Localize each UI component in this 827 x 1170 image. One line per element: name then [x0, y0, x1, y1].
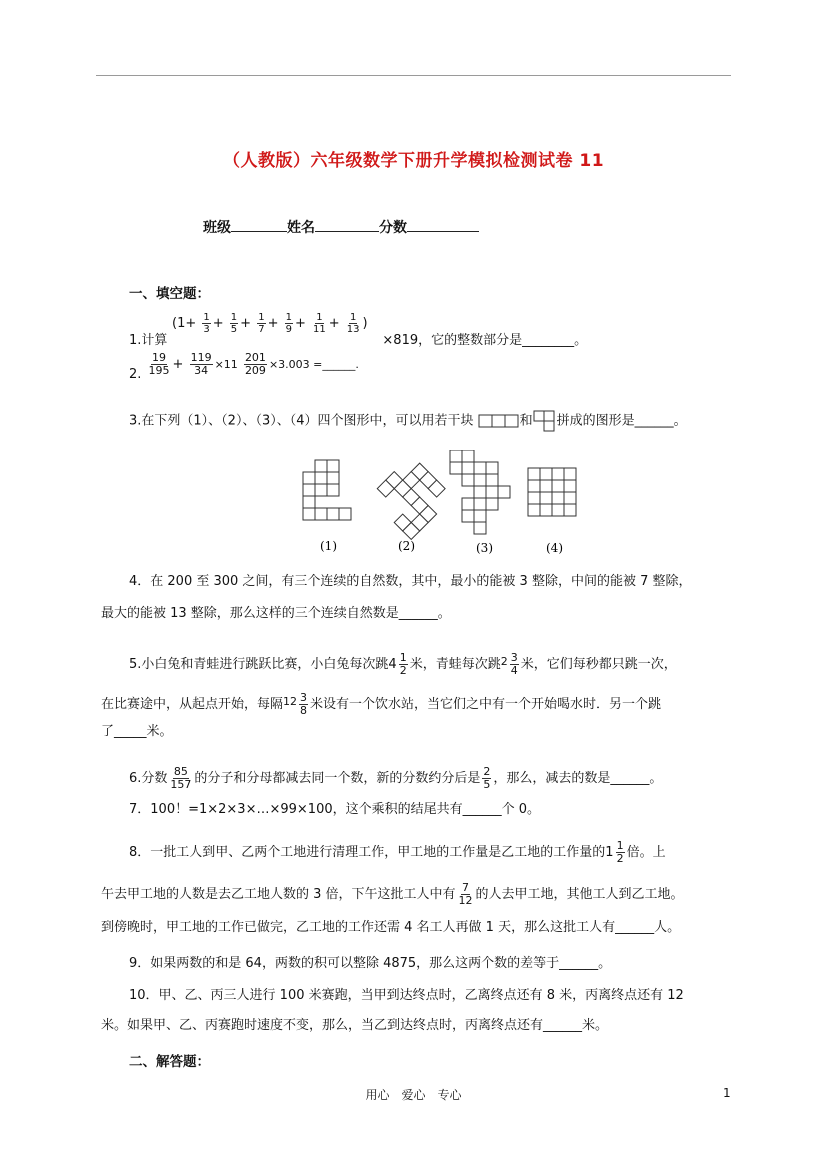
question-4-line-1: 4．在 200 至 300 之间，有三个连续的自然数，其中，最小的能被 3 整除，中间的能被 7 整除， — [129, 574, 692, 589]
fraction: $\frac{3}{4}$ — [510, 651, 518, 677]
fraction: $\frac{1}{9}$ — [285, 312, 292, 335]
q3-figures — [290, 450, 590, 560]
fraction: $\frac{1}{2}$ — [399, 651, 407, 677]
figure-3-shape — [450, 450, 510, 534]
question-2: 2. $\frac{19}{195}$ + $\frac{119}{34}$ ×11 $\frac{201}{209}$ ×3.003 =______. — [129, 351, 359, 382]
fraction: $\frac{1}{3}$ — [203, 312, 210, 335]
figure-1-shape — [303, 460, 351, 520]
q1-expression: (1+ $\frac{1}{3}$ + $\frac{1}{5}$ + $\frac{1}{7}$ + $\frac{1}{9}$ + $\frac{1}{11}$ + $\frac{1}{13}$ ) — [172, 312, 368, 335]
name-label: 姓名 — [287, 220, 315, 236]
question-5-line-2: 在比赛途中，从起点开始，每隔$^{12}$ $\frac{3}{8}$ 米设有一个饮水站，当它们之中有一个开始喝水时．另一个跳 — [101, 691, 662, 717]
section-solve-heading: 二、解答题： — [129, 1054, 210, 1070]
fraction: $\frac{85}{157}$ — [170, 765, 192, 791]
fraction: $\frac{19}{195}$ — [148, 351, 170, 377]
name-blank — [315, 221, 379, 232]
student-info-line — [203, 217, 479, 237]
question-10-line-2: 米。如果甲、乙、丙赛跑时速度不变，那么，当乙到达终点时，丙离终点还有______米。 — [101, 1018, 609, 1033]
fraction: $\frac{2}{5}$ — [483, 765, 491, 791]
question-5-line-1: 5.小白兔和青蛙进行跳跃比赛，小白兔每次跳4 $\frac{1}{2}$ 米，青蛙每次跳$^2$ $\frac{3}{4}$ 米，它们每秒都只跳一次， — [129, 651, 677, 677]
question-8-line-3: 到傍晚时，甲工地的工作已做完，乙工地的工作还需 4 名工人再做 1 天，那么这批工人有______人。 — [101, 920, 681, 935]
fraction: $\frac{201}{209}$ — [244, 351, 266, 377]
fraction: $\frac{1}{5}$ — [230, 312, 238, 335]
score-label: 分数 — [379, 220, 407, 236]
page-footer: 用心 爱心 专心 — [365, 1088, 462, 1102]
fraction: $\frac{7}{12}$ — [458, 881, 473, 907]
question-6: 6.分数 $\frac{85}{157}$ 的分子和分母都减去同一个数，新的分数约分后是 $\frac{2}{5}$ ，那么，减去的数是______。 — [129, 765, 663, 791]
score-blank — [407, 221, 479, 232]
l-tile-icon — [533, 410, 557, 432]
question-9: 9．如果两数的和是 64，两数的积可以整除 4875，那么这两个数的差等于______。 — [129, 956, 612, 971]
question-8-line-2: 午去甲工地的人数是去乙工地人数的 3 倍，下午这批工人中有 $\frac{7}{12}$ 的人去甲工地，其他工人到乙工地。 — [101, 881, 684, 907]
question-4-line-2: 最大的能被 13 整除，那么这样的三个连续自然数是______。 — [101, 606, 451, 621]
question-8-line-1: 8．一批工人到甲、乙两个工地进行清理工作，甲工地的工作量是乙工地的工作量的1 $\frac{1}{2}$ 倍。上 — [129, 839, 666, 865]
page-title: （人教版）六年级数学下册升学模拟检测试卷 11 — [222, 151, 605, 171]
fraction: $\frac{1}{2}$ — [616, 839, 624, 865]
fraction: $\frac{3}{8}$ — [300, 691, 308, 717]
fraction: $\frac{119}{34}$ — [190, 351, 212, 377]
section-fill-blank-heading: 一、填空题： — [129, 286, 210, 302]
domino-tile-icon — [478, 414, 520, 428]
figure-2-label: (2) — [398, 539, 415, 553]
question-5-line-3: 了_____米。 — [101, 724, 173, 739]
fraction: $\frac{1}{13}$ — [346, 312, 360, 335]
question-7: 7．100！=1×2×3×…×99×100，这个乘积的结尾共有______个 0。 — [129, 802, 541, 817]
figure-4-label: (4) — [546, 541, 563, 555]
figure-2-shape — [369, 455, 454, 540]
header-rule — [96, 75, 731, 76]
fraction: $\frac{1}{7}$ — [258, 312, 265, 335]
fraction: $\frac{1}{11}$ — [313, 312, 326, 335]
figure-1-label: (1) — [320, 539, 337, 553]
page-number: 1 — [723, 1086, 731, 1100]
question-3: 3.在下列（1）、（2）、（3）、（4）四个图形中，可以用若干块 和 拼成的图形是______。 — [129, 410, 687, 432]
question-10-line-1: 10．甲、乙、丙三人进行 100 米赛跑，当甲到达终点时，乙离终点还有 8 米，丙离终点还有 12 — [129, 988, 684, 1003]
figure-3-label: (3) — [476, 541, 493, 555]
class-label: 班级 — [203, 220, 231, 236]
question-1: 1.计算 ×819，它的整数部分是________。 — [129, 333, 588, 348]
figure-4-shape — [528, 468, 576, 516]
class-blank — [231, 221, 287, 232]
